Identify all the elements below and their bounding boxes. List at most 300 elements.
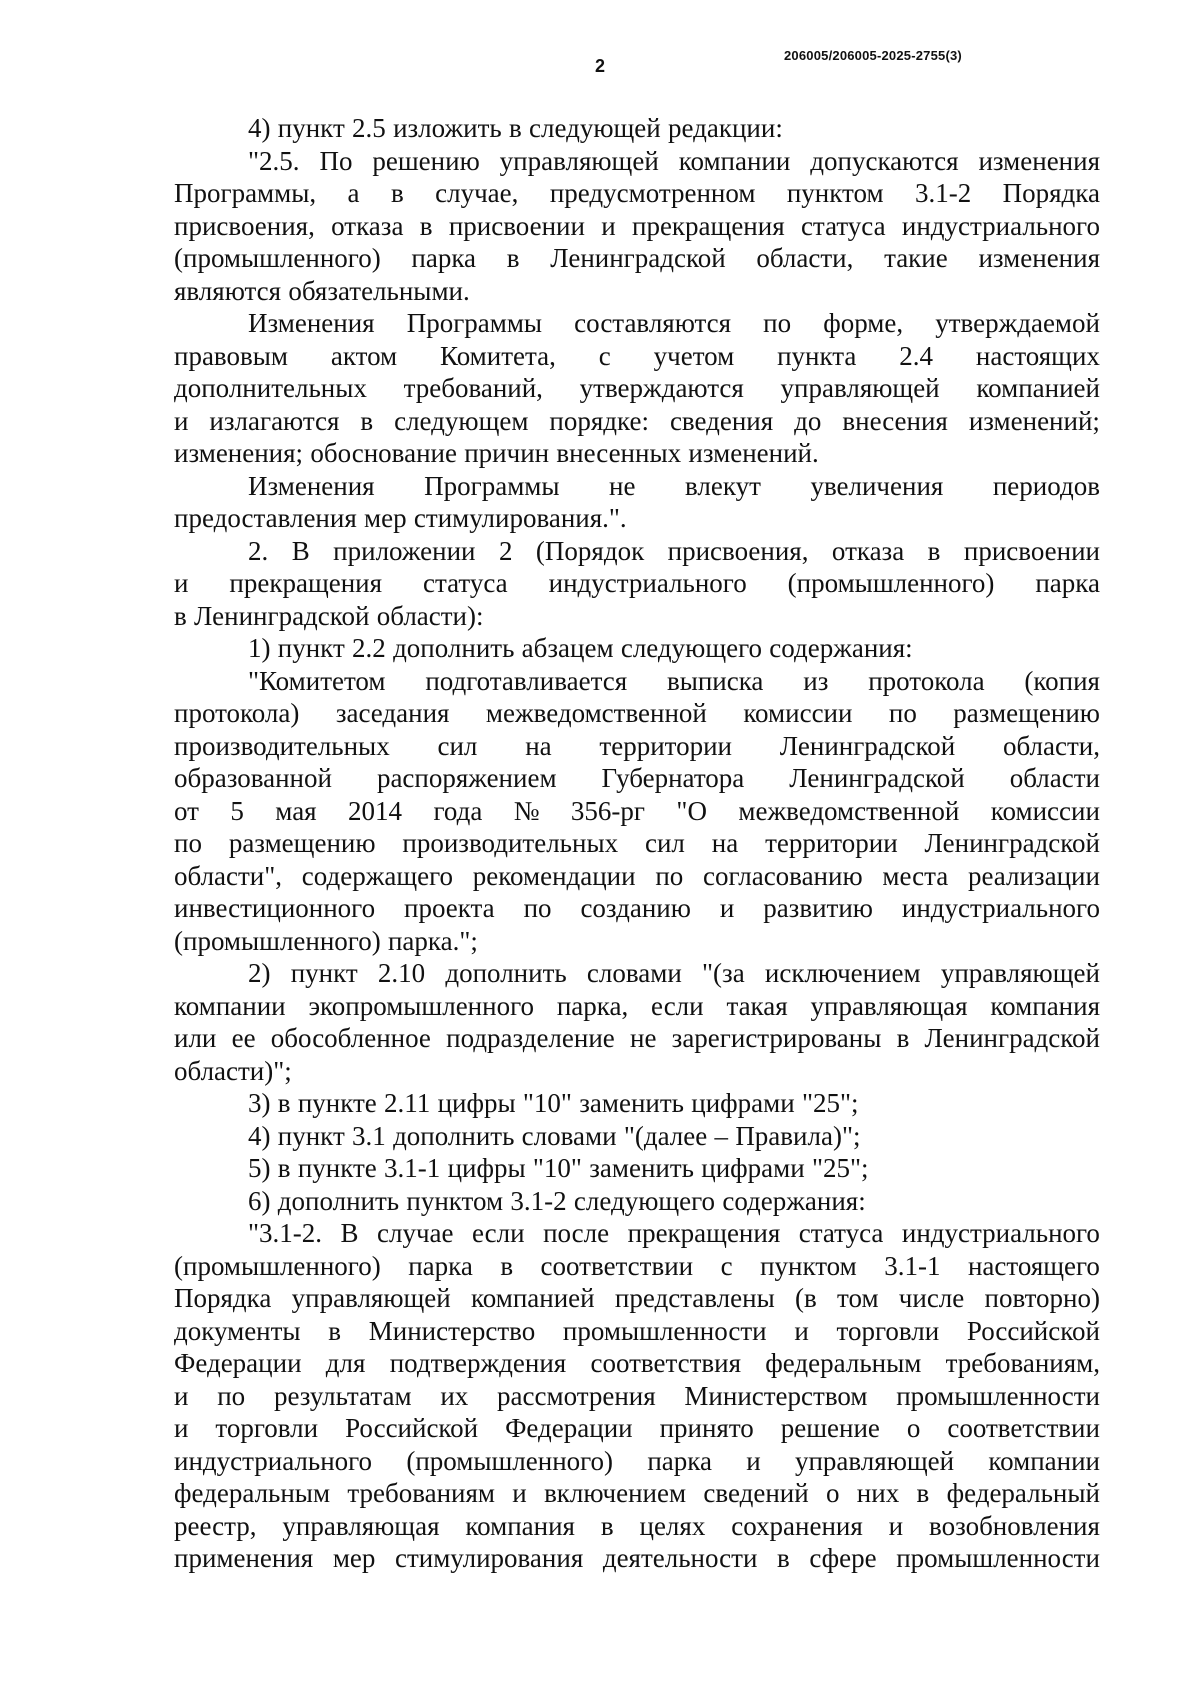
word: производительных <box>402 828 619 858</box>
word: Ленинградской <box>779 730 956 761</box>
word: области, <box>1002 730 1100 761</box>
word: В <box>340 1218 359 1248</box>
paragraph <box>174 1120 1100 1153</box>
word: в <box>390 178 404 208</box>
word: подготавливается <box>425 665 628 696</box>
word: пункте <box>297 1153 377 1183</box>
word: № <box>513 795 540 826</box>
paragraph-line <box>174 1282 1100 1315</box>
word: составляются <box>574 308 732 338</box>
word: и <box>174 568 189 598</box>
word: пункте <box>297 1088 377 1118</box>
paragraph <box>174 307 1100 470</box>
word: по <box>523 893 552 923</box>
word: изменения; <box>174 438 304 468</box>
word: дополнить <box>445 958 567 988</box>
word: актом <box>330 340 398 371</box>
word: созданию <box>580 893 691 923</box>
paragraph-line <box>174 1185 1100 1218</box>
word: 2) <box>248 958 271 988</box>
paragraph <box>174 665 1100 958</box>
word: сохранения <box>731 1510 863 1541</box>
word: "Комитетом <box>248 665 386 696</box>
word: комиссии <box>743 698 853 728</box>
word: документы <box>174 1315 301 1346</box>
paragraph-line <box>174 502 1100 535</box>
word: следующего <box>620 633 763 663</box>
word: представлены <box>614 1283 775 1313</box>
word: в <box>896 1023 910 1053</box>
word: в <box>927 535 941 566</box>
word: отказа <box>831 535 905 566</box>
paragraph-line <box>174 1120 1100 1153</box>
paragraph-line <box>174 1510 1100 1543</box>
word: результатам <box>273 1380 412 1411</box>
word: протокола <box>868 665 985 696</box>
word: них <box>856 1478 900 1508</box>
paragraph-line <box>174 1315 1100 1348</box>
word: приложении <box>333 535 476 566</box>
word: Российской <box>345 1413 479 1443</box>
paragraph-line <box>174 632 1100 665</box>
word: сил <box>437 730 478 761</box>
word: индустриального <box>174 1445 373 1476</box>
paragraph <box>174 632 1100 665</box>
word: сведений <box>703 1478 809 1508</box>
word: из <box>803 665 829 696</box>
paragraph-line <box>174 892 1100 925</box>
word: размещению <box>228 828 376 858</box>
word: Программы <box>424 470 560 501</box>
word: Ленинградской <box>194 600 370 631</box>
word: словами <box>521 1120 617 1151</box>
word: "10" <box>522 1088 572 1118</box>
word: торговли <box>836 1315 940 1346</box>
word: мая <box>275 795 317 826</box>
word: присвоении <box>448 210 585 241</box>
word: 2. <box>248 535 269 566</box>
word: с <box>720 1250 733 1281</box>
paragraph <box>174 1152 1100 1185</box>
word: (промышленного) <box>787 568 995 598</box>
word: мер <box>332 1543 376 1573</box>
word: федеральный <box>946 1478 1100 1508</box>
paragraph-line <box>174 795 1100 828</box>
word: управляющей <box>940 958 1100 988</box>
word: о <box>906 1413 921 1443</box>
word: компании <box>678 145 791 176</box>
word: изменения <box>978 145 1100 176</box>
word: дополнить <box>393 633 515 663</box>
paragraph-line <box>174 307 1100 340</box>
word: Ленинградской <box>789 763 965 793</box>
word: ее <box>231 1023 256 1053</box>
word: и <box>174 1413 189 1443</box>
word: на <box>711 828 739 858</box>
word: их <box>440 1380 469 1411</box>
paragraph-line <box>174 1347 1100 1380</box>
word: если <box>651 990 704 1021</box>
word: парка <box>411 243 477 273</box>
word: в <box>277 1153 291 1183</box>
word: "2.5. <box>248 145 300 176</box>
paragraph-line <box>174 1217 1100 1250</box>
word: "25"; <box>811 1153 869 1183</box>
word: области <box>1009 763 1100 793</box>
word: внесенных <box>556 438 682 468</box>
word: "О <box>676 795 707 826</box>
word: Правила)"; <box>735 1120 861 1151</box>
word: заседания <box>335 698 450 728</box>
word: и <box>719 893 735 923</box>
word: цифрами <box>701 1153 805 1183</box>
word: Изменения <box>248 308 375 338</box>
word: статуса <box>423 568 508 598</box>
word: В <box>291 535 310 566</box>
word: решению <box>372 145 480 176</box>
word: пункта <box>777 340 857 371</box>
word: (Порядок <box>535 535 645 566</box>
word: (промышленного) <box>174 925 381 956</box>
word: в <box>777 1543 790 1573</box>
word: компании <box>988 1445 1100 1476</box>
word: области", <box>174 860 283 891</box>
word: 4) <box>248 1120 271 1151</box>
paragraph-line <box>174 340 1100 373</box>
word: следующем <box>394 405 529 436</box>
word: дополнить <box>393 1120 515 1151</box>
word: места <box>882 860 949 891</box>
word: абзацем <box>521 633 614 663</box>
paragraph-line <box>174 405 1100 438</box>
word: редакции: <box>668 113 783 143</box>
word: присвоения, <box>667 535 809 566</box>
paragraph-line <box>174 1412 1100 1445</box>
word: исключением <box>764 958 921 988</box>
word: требованиям, <box>945 1348 1100 1378</box>
word: предоставления <box>174 503 357 533</box>
word: обязательными. <box>288 275 470 306</box>
word: случае, <box>435 178 519 208</box>
word: 356-рг <box>570 795 645 826</box>
word: сфере <box>809 1543 877 1573</box>
document-id: 206005/206005-2025-2755(3) <box>784 48 962 63</box>
word: межведомственной <box>485 698 707 728</box>
word: о <box>825 1478 840 1508</box>
word: 2.4 <box>899 340 934 371</box>
word: дополнительных <box>174 373 367 403</box>
paragraph <box>174 112 1100 145</box>
word: подразделение <box>446 1023 615 1053</box>
word: причин <box>464 438 550 468</box>
word: заменить <box>589 1153 694 1183</box>
paragraph-line <box>174 145 1100 178</box>
word: такие <box>884 243 948 273</box>
word: подтверждения <box>389 1348 567 1378</box>
word: в <box>600 1510 614 1541</box>
word: территории <box>765 828 898 858</box>
word: проекта <box>404 893 495 923</box>
word: компании <box>174 990 286 1021</box>
paragraph-line <box>174 1022 1100 1055</box>
paragraph-line <box>174 112 1100 145</box>
word: 2 <box>498 535 513 566</box>
word: комиссии <box>990 795 1100 826</box>
word: соответствии <box>947 1413 1100 1443</box>
word: не <box>630 1023 657 1053</box>
word: стимулирования.". <box>413 503 627 533</box>
paragraph <box>174 145 1100 308</box>
word: том <box>837 1283 879 1313</box>
word: по <box>217 1380 246 1411</box>
word: по <box>888 698 917 728</box>
word: содержания: <box>722 1185 866 1216</box>
word: промышленности <box>896 1380 1100 1411</box>
word: Комитета, <box>440 340 556 371</box>
word: компания <box>990 990 1100 1021</box>
word: (в <box>795 1283 817 1313</box>
word: учетом <box>653 340 735 371</box>
word: такая <box>726 990 788 1021</box>
word: периодов <box>992 470 1100 501</box>
word: прекращения <box>229 568 383 598</box>
paragraph <box>174 1087 1100 1120</box>
word: Министерством <box>684 1380 868 1411</box>
word: 3.1-1 <box>384 1153 441 1183</box>
word: протокола) <box>174 698 300 728</box>
word: компанией <box>976 373 1100 403</box>
word: управляющей <box>499 145 659 176</box>
word: Губернатора <box>601 763 745 793</box>
word: изменения <box>978 243 1100 273</box>
word: (промышленного) <box>406 1445 614 1476</box>
word: в <box>506 243 520 273</box>
word: применения <box>174 1543 314 1573</box>
word: (промышленного) <box>174 243 381 273</box>
word: обособленное <box>270 1023 431 1053</box>
word: "3.1-2. <box>248 1218 323 1248</box>
word: 2014 <box>348 795 403 826</box>
word: пунктом <box>760 1250 857 1281</box>
word: решение <box>780 1413 880 1443</box>
paragraph-line <box>174 600 1100 633</box>
paragraph-line <box>174 990 1100 1023</box>
word: пункт <box>290 958 358 988</box>
word: реестр, <box>174 1510 257 1541</box>
word: По <box>319 145 353 176</box>
word: для <box>325 1348 366 1378</box>
word: влекут <box>685 470 761 501</box>
word: дополнить <box>277 1185 400 1216</box>
word: внесения <box>842 405 948 436</box>
word: прекращения <box>632 210 785 241</box>
word: индустриального <box>548 568 747 598</box>
word: сил <box>644 828 685 858</box>
paragraph-line <box>174 762 1100 795</box>
paragraph-line <box>174 177 1100 210</box>
word: промышленности <box>562 1315 767 1346</box>
word: области)"; <box>174 1055 292 1086</box>
word: присвоении <box>963 535 1100 566</box>
word: зарегистрированы <box>671 1023 882 1053</box>
word: промышленности <box>896 1543 1100 1573</box>
paragraph-line <box>174 1445 1100 1478</box>
word: в <box>360 405 374 436</box>
word: а <box>347 178 360 208</box>
word: изменений; <box>968 405 1100 436</box>
paragraph-line <box>174 860 1100 893</box>
paragraph-line <box>174 1055 1100 1088</box>
word: 3) <box>248 1088 271 1118</box>
paragraph <box>174 1217 1100 1575</box>
paragraph-line <box>174 567 1100 600</box>
word: федеральным <box>174 1478 331 1508</box>
word: обоснование <box>310 438 457 468</box>
word: "25"; <box>801 1088 859 1118</box>
word: в <box>500 1250 514 1281</box>
paragraph <box>174 470 1100 535</box>
word: если <box>472 1218 525 1248</box>
word: заменить <box>579 1088 684 1118</box>
paragraph-line <box>174 925 1100 958</box>
word: и <box>512 1478 527 1508</box>
word: рассмотрения <box>497 1380 656 1411</box>
paragraph-line <box>174 697 1100 730</box>
word: "(далее <box>623 1120 708 1151</box>
word: пунктом <box>786 178 884 208</box>
word: 2.10 <box>377 958 426 988</box>
word: правовым <box>174 340 288 371</box>
word: Федерации <box>505 1413 633 1443</box>
paragraph-line <box>174 1477 1100 1510</box>
word: инвестиционного <box>174 893 376 923</box>
word: рекомендации <box>472 860 636 891</box>
word: или <box>174 1023 217 1053</box>
word: пунктом <box>406 1185 504 1216</box>
paragraph-line <box>174 1152 1100 1185</box>
page-number: 2 <box>594 56 605 76</box>
word: в <box>508 113 522 143</box>
word: 3.1-2 <box>914 178 972 208</box>
word: требований, <box>403 373 543 403</box>
word: управляющей <box>794 1445 955 1476</box>
word: до <box>794 405 822 436</box>
word: изменений. <box>688 438 819 468</box>
paragraph-line <box>174 470 1100 503</box>
word: в <box>328 1315 342 1346</box>
word: утверждаются <box>579 373 744 403</box>
word: числе <box>898 1283 965 1313</box>
paragraph <box>174 957 1100 1087</box>
word: экопромышленного <box>308 990 534 1021</box>
word: индустриального <box>901 893 1100 923</box>
paragraph <box>174 1185 1100 1218</box>
word: настоящего <box>967 1250 1100 1281</box>
word: с <box>598 340 611 371</box>
word: статуса <box>800 210 886 241</box>
word: излагаются <box>209 405 340 436</box>
word: распоряжением <box>376 763 557 793</box>
word: соответствии <box>540 1250 694 1281</box>
word: на <box>525 730 552 761</box>
word: настоящих <box>975 340 1100 371</box>
word: размещению <box>953 698 1100 728</box>
word: "(за <box>702 958 745 988</box>
word: принято <box>659 1413 754 1443</box>
word: управляющей <box>780 373 940 403</box>
word: целях <box>639 1510 706 1541</box>
word: случае <box>377 1218 454 1248</box>
word: порядке: <box>549 405 649 436</box>
word: и <box>888 1510 904 1541</box>
word: компанией <box>471 1283 595 1313</box>
word: Ленинградской <box>924 1023 1100 1053</box>
word: цифрами <box>691 1088 795 1118</box>
word: и <box>601 210 616 241</box>
word: парка."; <box>387 925 478 956</box>
word: территории <box>599 730 732 761</box>
word: 3.1-2 <box>510 1185 567 1216</box>
word: согласованию <box>703 860 863 891</box>
word: 5 <box>230 795 244 826</box>
word: и <box>746 1445 761 1476</box>
word: управляющая <box>282 1510 440 1541</box>
word: пункт <box>277 633 345 663</box>
word: предусмотренном <box>549 178 756 208</box>
word: отказа <box>331 210 404 241</box>
word: словами <box>586 958 682 988</box>
word: возобновления <box>929 1510 1100 1541</box>
word: "10" <box>532 1153 582 1183</box>
word: развитию <box>763 893 873 923</box>
word: присвоения, <box>174 210 315 241</box>
word: после <box>543 1218 610 1248</box>
word: 4) <box>248 113 271 143</box>
paragraph-line <box>174 535 1100 568</box>
word: утверждаемой <box>935 308 1100 338</box>
word: и <box>174 405 189 436</box>
paragraph-line <box>174 210 1100 243</box>
word: пункт <box>277 1120 345 1151</box>
word: в <box>174 600 187 631</box>
word: Министерство <box>368 1315 536 1346</box>
word: федеральным <box>765 1348 922 1378</box>
paragraph-line <box>174 242 1100 275</box>
word: и <box>794 1315 809 1346</box>
word: прекращения <box>627 1218 781 1248</box>
word: требованиям <box>347 1478 495 1508</box>
word: производительных <box>174 730 390 761</box>
word: в <box>916 1478 930 1508</box>
word: 6) <box>248 1185 271 1216</box>
word: содержания: <box>769 633 913 663</box>
paragraph-line <box>174 275 1100 308</box>
word: 2.11 <box>384 1088 431 1118</box>
paragraph-line <box>174 1250 1100 1283</box>
word: межведомственной <box>738 795 960 826</box>
paragraph-line <box>174 957 1100 990</box>
word: парка <box>647 1445 712 1476</box>
word: парка, <box>556 990 629 1021</box>
word: – <box>714 1120 729 1151</box>
word: по <box>174 828 202 858</box>
word: в <box>277 1088 291 1118</box>
word: 1) <box>248 633 271 663</box>
paragraph-line <box>174 1380 1100 1413</box>
word: Ленинградской <box>924 828 1100 858</box>
word: Порядка <box>174 1283 272 1313</box>
word: цифры <box>447 1153 526 1183</box>
